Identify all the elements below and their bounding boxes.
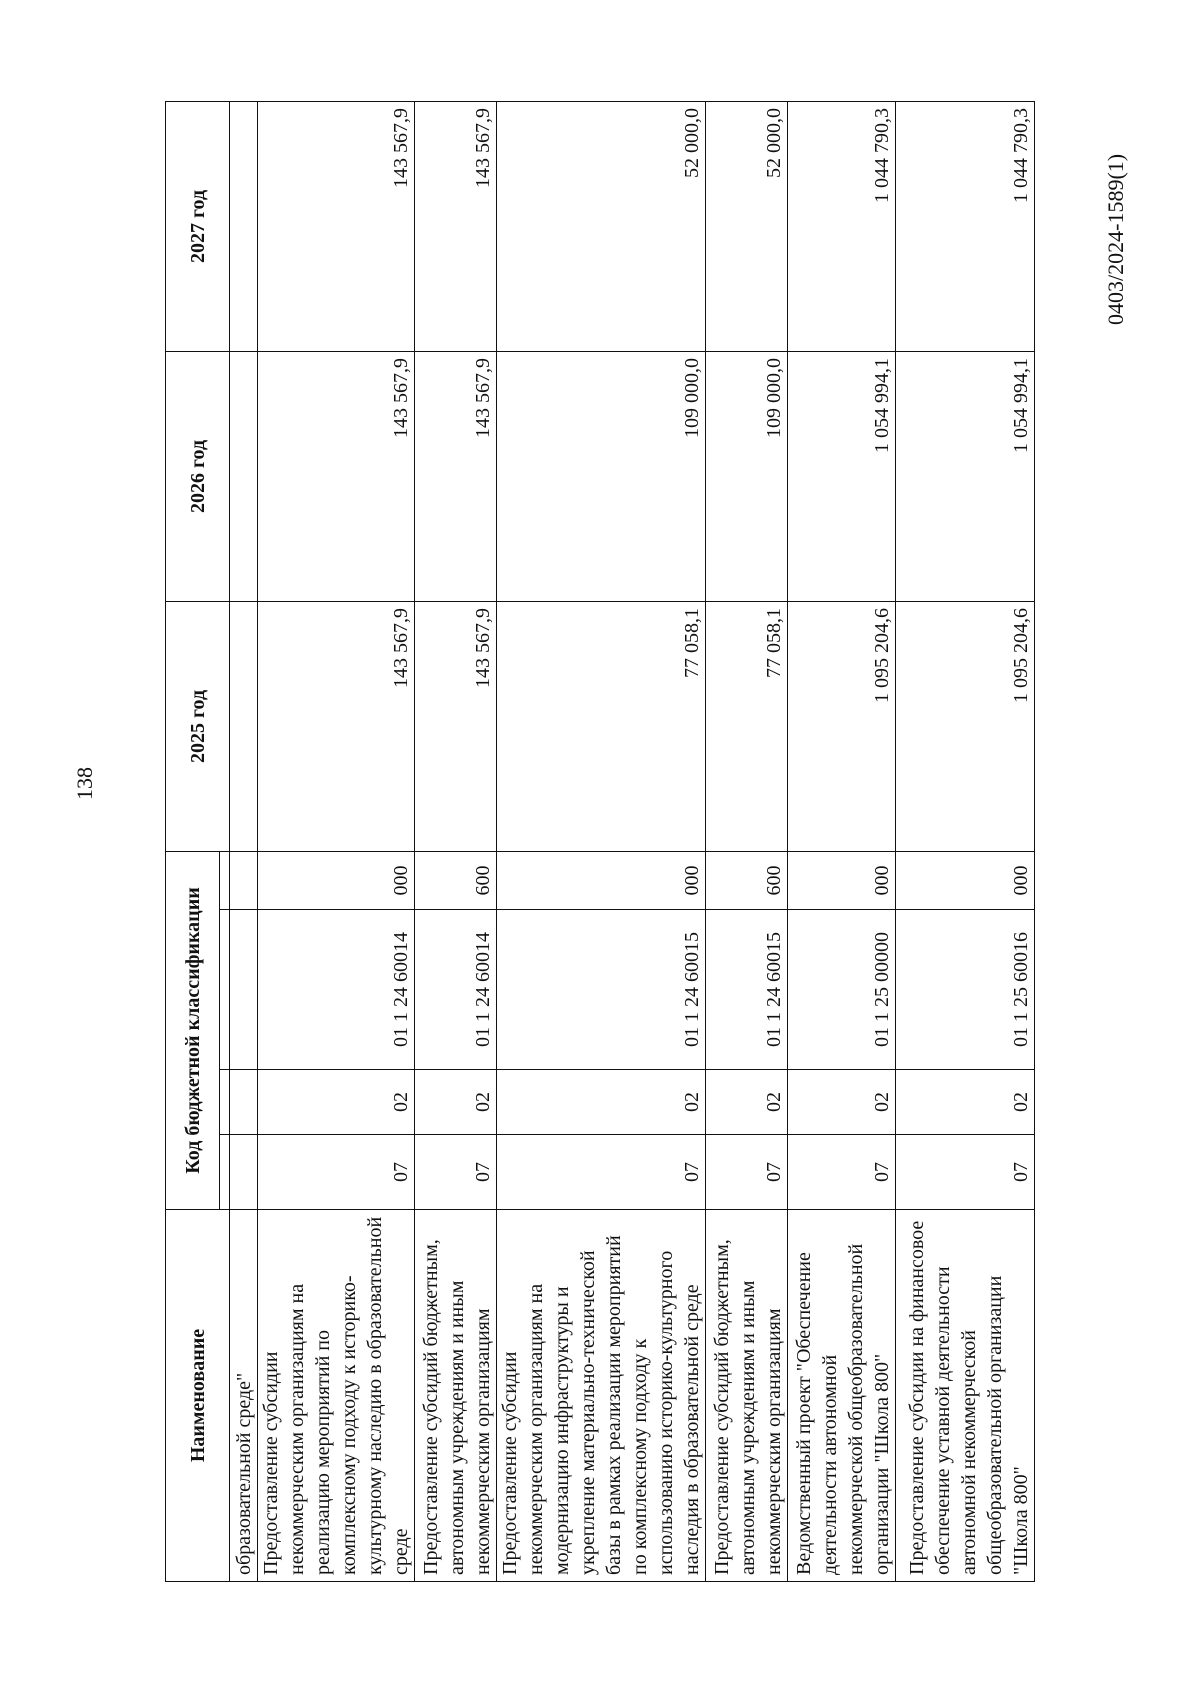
value-2026: 109 000,0 bbox=[497, 351, 706, 601]
header-subcell bbox=[220, 910, 230, 1070]
value-2025: 77 058,1 bbox=[497, 601, 706, 851]
row-name: Предоставление субсидии на финансовое обеспечение уставной деятельности автономной некоммерческой общеобразовательной организации "Школа 800" bbox=[896, 1210, 1035, 1582]
table-row bbox=[497, 101, 706, 1581]
row-cell bbox=[230, 851, 258, 909]
row-name: Ведомственный проект "Обеспечение деятельности автономной некоммерческой общеобразовательной организации "Школа 800" bbox=[788, 1210, 896, 1582]
value-2026: 109 000,0 bbox=[706, 351, 788, 601]
code-expense-type: 000 bbox=[788, 851, 896, 909]
value-2026: 143 567,9 bbox=[258, 351, 415, 601]
value-2027: 52 000,0 bbox=[706, 101, 788, 351]
code-expense-type: 600 bbox=[415, 851, 497, 909]
header-name: Наименование bbox=[166, 1210, 230, 1582]
page-number: 138 bbox=[72, 767, 97, 800]
code-section: 07 bbox=[706, 1135, 788, 1210]
table-row bbox=[258, 101, 415, 1581]
table-row bbox=[706, 101, 788, 1581]
rotated-table-wrapper bbox=[165, 102, 1035, 1582]
value-2026: 1 054 994,1 bbox=[896, 351, 1035, 601]
value-2027: 143 567,9 bbox=[258, 101, 415, 351]
code-subsection: 02 bbox=[497, 1070, 706, 1135]
code-target: 01 1 24 60014 bbox=[258, 910, 415, 1070]
code-subsection: 02 bbox=[415, 1070, 497, 1135]
value-2025: 1 095 204,6 bbox=[788, 601, 896, 851]
value-2026: 1 054 994,1 bbox=[788, 351, 896, 601]
row-name: образовательной среде" bbox=[230, 1210, 258, 1582]
code-subsection: 02 bbox=[706, 1070, 788, 1135]
code-expense-type: 600 bbox=[706, 851, 788, 909]
value-2025: 77 058,1 bbox=[706, 601, 788, 851]
header-code: Код бюджетной классификации bbox=[166, 851, 220, 1209]
code-expense-type: 000 bbox=[896, 851, 1035, 909]
row-cell bbox=[230, 601, 258, 851]
code-expense-type: 000 bbox=[258, 851, 415, 909]
row-name: Предоставление субсидии некоммерческим организациям на модернизацию инфраструктуры и укрепление материально-технической базы в рамках реализации мероприятий по комплексному подходу к использованию историко-культурного наследия в образовательной среде bbox=[497, 1210, 706, 1582]
row-name: Предоставление субсидий бюджетным, автономным учреждениям и иным некоммерческим организациям bbox=[706, 1210, 788, 1582]
header-subcell bbox=[220, 1135, 230, 1210]
code-target: 01 1 25 60016 bbox=[896, 910, 1035, 1070]
row-name: Предоставление субсидий бюджетным, автономным учреждениям и иным некоммерческим организациям bbox=[415, 1210, 497, 1582]
table-row bbox=[415, 101, 497, 1581]
table-row bbox=[788, 101, 896, 1581]
header-subcell bbox=[220, 851, 230, 909]
code-expense-type: 000 bbox=[497, 851, 706, 909]
header-2025: 2025 год bbox=[166, 601, 230, 851]
row-cell bbox=[230, 1135, 258, 1210]
header-row bbox=[166, 101, 220, 1581]
value-2026: 143 567,9 bbox=[415, 351, 497, 601]
value-2025: 143 567,9 bbox=[415, 601, 497, 851]
row-cell bbox=[230, 910, 258, 1070]
code-target: 01 1 25 00000 bbox=[788, 910, 896, 1070]
value-2027: 1 044 790,3 bbox=[788, 101, 896, 351]
code-subsection: 02 bbox=[788, 1070, 896, 1135]
row-cell bbox=[230, 351, 258, 601]
row-cell bbox=[230, 101, 258, 351]
code-section: 07 bbox=[788, 1135, 896, 1210]
code-section: 07 bbox=[896, 1135, 1035, 1210]
code-subsection: 02 bbox=[258, 1070, 415, 1135]
document-code: 0403/2024-1589(1) bbox=[1103, 153, 1128, 325]
continuation-row bbox=[230, 101, 258, 1581]
code-target: 01 1 24 60015 bbox=[706, 910, 788, 1070]
code-target: 01 1 24 60015 bbox=[497, 910, 706, 1070]
code-section: 07 bbox=[497, 1135, 706, 1210]
header-2027: 2027 год bbox=[166, 101, 230, 351]
table-row bbox=[896, 101, 1035, 1581]
value-2027: 1 044 790,3 bbox=[896, 101, 1035, 351]
value-2025: 143 567,9 bbox=[258, 601, 415, 851]
header-2026: 2026 год bbox=[166, 351, 230, 601]
code-target: 01 1 24 60014 bbox=[415, 910, 497, 1070]
budget-table bbox=[165, 101, 1035, 1582]
row-name: Предоставление субсидии некоммерческим организациям на реализацию мероприятий по комплексному подходу к историко-культурному наследию в образовательной среде bbox=[258, 1210, 415, 1582]
code-section: 07 bbox=[258, 1135, 415, 1210]
code-subsection: 02 bbox=[896, 1070, 1035, 1135]
value-2027: 143 567,9 bbox=[415, 101, 497, 351]
row-cell bbox=[230, 1070, 258, 1135]
header-subcell bbox=[220, 1070, 230, 1135]
value-2027: 52 000,0 bbox=[497, 101, 706, 351]
code-section: 07 bbox=[415, 1135, 497, 1210]
value-2025: 1 095 204,6 bbox=[896, 601, 1035, 851]
